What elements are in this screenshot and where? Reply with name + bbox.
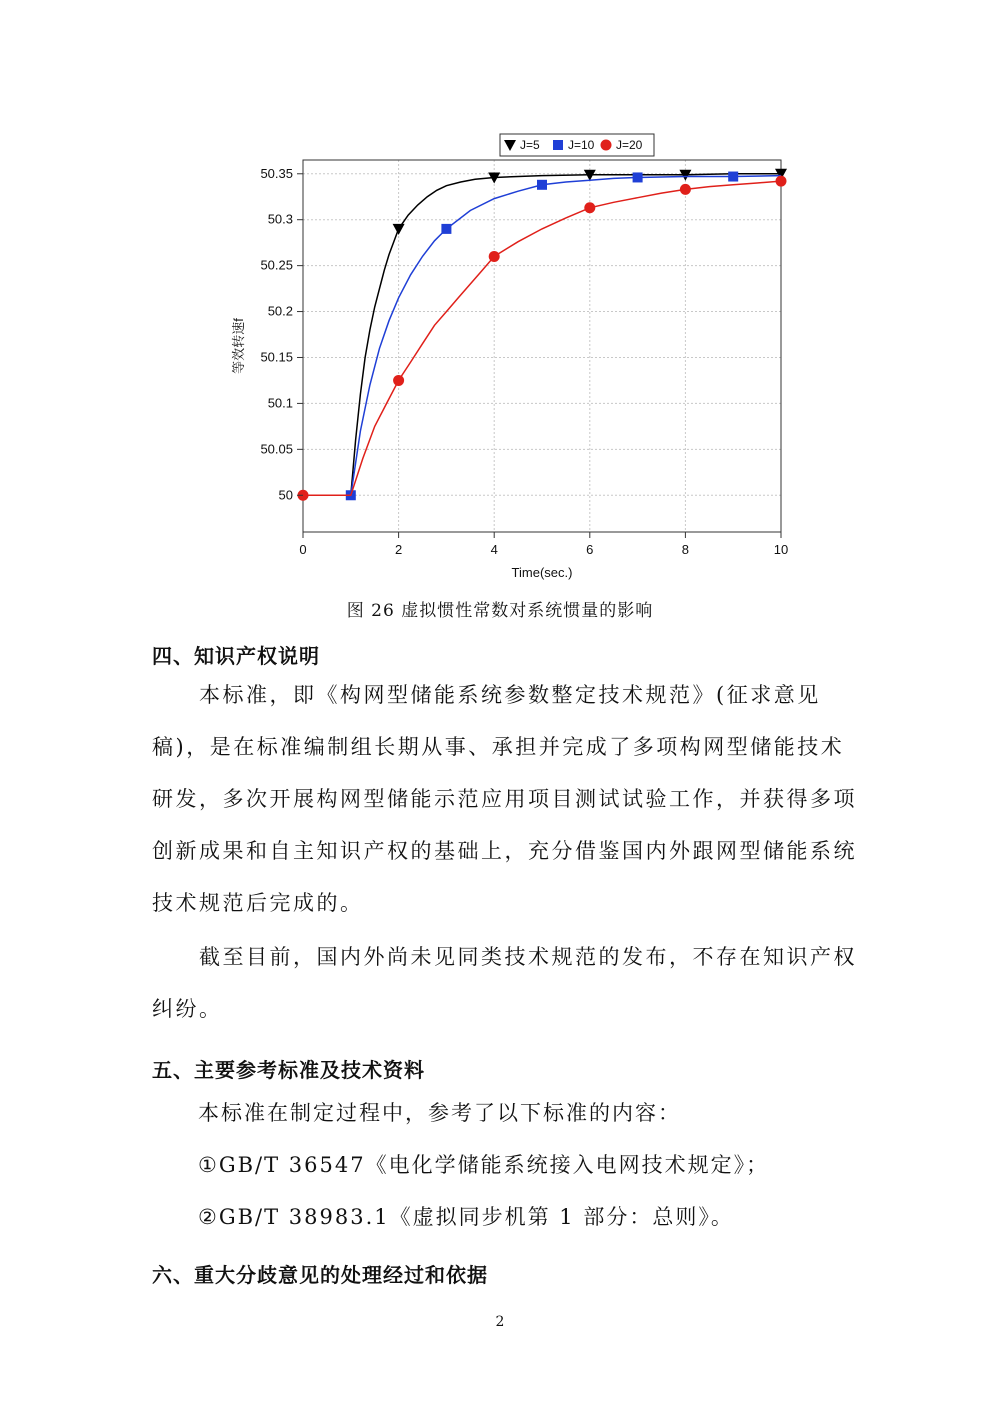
x-tick-label: 6 — [586, 542, 594, 557]
figure-caption: 图 26 虚拟惯性常数对系统惯量的影响 — [346, 601, 654, 621]
page-number: 2 — [495, 1314, 505, 1330]
x-tick-label: 8 — [681, 542, 690, 557]
y-tick-label: 50.35 — [260, 165, 293, 181]
section6-heading: 六、重大分歧意见的处理经过和依据 — [152, 1263, 488, 1287]
x-tick-label: 10 — [773, 542, 789, 557]
legend-label-j5: J=5 — [520, 138, 540, 152]
legend-marker-j10 — [553, 140, 563, 150]
x-axis-label: Time(sec.) — [511, 565, 573, 580]
chart-svg — [225, 130, 805, 580]
section4-paragraph-2-text: 截至目前，国内外尚未见同类技术规范的发布，不存在知识产权纠纷。 — [152, 945, 857, 1021]
data-point-j20 — [680, 184, 691, 195]
data-point-j10 — [633, 172, 643, 182]
reference-1: ①GB/T 36547《电化学储能系统接入电网技术规定》； — [198, 1153, 770, 1177]
frequency-response-chart — [225, 130, 805, 580]
data-point-j10 — [537, 180, 547, 190]
section5-intro: 本标准在制定过程中，参考了以下标准的内容： — [198, 1101, 681, 1125]
data-point-j20 — [393, 375, 404, 386]
series-j10 — [303, 172, 781, 501]
chart-series — [298, 169, 788, 501]
x-tick-label: 2 — [394, 542, 403, 557]
data-point-j20 — [584, 202, 595, 213]
series-line-j20 — [303, 181, 781, 495]
y-tick-label: 50.05 — [260, 441, 293, 457]
y-tick-label: 50.3 — [267, 211, 293, 227]
section4-heading: 四、知识产权说明 — [152, 644, 320, 668]
y-tick-label: 50.15 — [260, 349, 293, 365]
data-point-j10 — [441, 224, 451, 234]
y-tick-label: 50.1 — [267, 395, 293, 411]
series-line-j10 — [303, 176, 781, 496]
chart-axes — [231, 166, 788, 580]
data-point-j20 — [776, 176, 787, 187]
section4-paragraph-1-text: 本标准，即《构网型储能系统参数整定技术规范》(征求意见稿)，是在标准编制组长期从事、承担并完成了多项构网型储能技术研发，多次开展构网型储能示范应用项目测试试验工作，并获得多项创新成果和自主知识产权的基础上，充分借鉴国内外跟网型储能系统技术规范后完成的。 — [152, 683, 857, 915]
y-tick-label: 50.25 — [260, 257, 293, 273]
legend-label-j10: J=10 — [568, 138, 595, 152]
section4-paragraph-1 — [152, 669, 864, 929]
x-tick-label: 4 — [490, 542, 498, 557]
section5-heading: 五、主要参考标准及技术资料 — [152, 1058, 425, 1082]
data-point-j10 — [728, 172, 738, 182]
x-tick-label: 0 — [299, 542, 307, 557]
section4-paragraph-2 — [152, 931, 864, 1035]
series-j5 — [303, 169, 787, 496]
series-j20 — [298, 176, 787, 501]
reference-2: ②GB/T 38983.1《虚拟同步机第 1 部分：总则》。 — [198, 1205, 734, 1229]
legend-label-j20: J=20 — [616, 138, 643, 152]
y-tick-label: 50 — [278, 487, 293, 503]
chart-legend — [500, 134, 654, 156]
chart-grid — [303, 160, 781, 532]
data-point-j20 — [489, 251, 500, 262]
plot-frame — [303, 160, 781, 532]
y-tick-label: 50.2 — [267, 303, 293, 319]
y-axis-label: 等效转速f — [231, 318, 246, 374]
legend-marker-j20 — [601, 140, 612, 151]
series-line-j5 — [303, 174, 781, 496]
data-point-j5 — [393, 224, 405, 235]
